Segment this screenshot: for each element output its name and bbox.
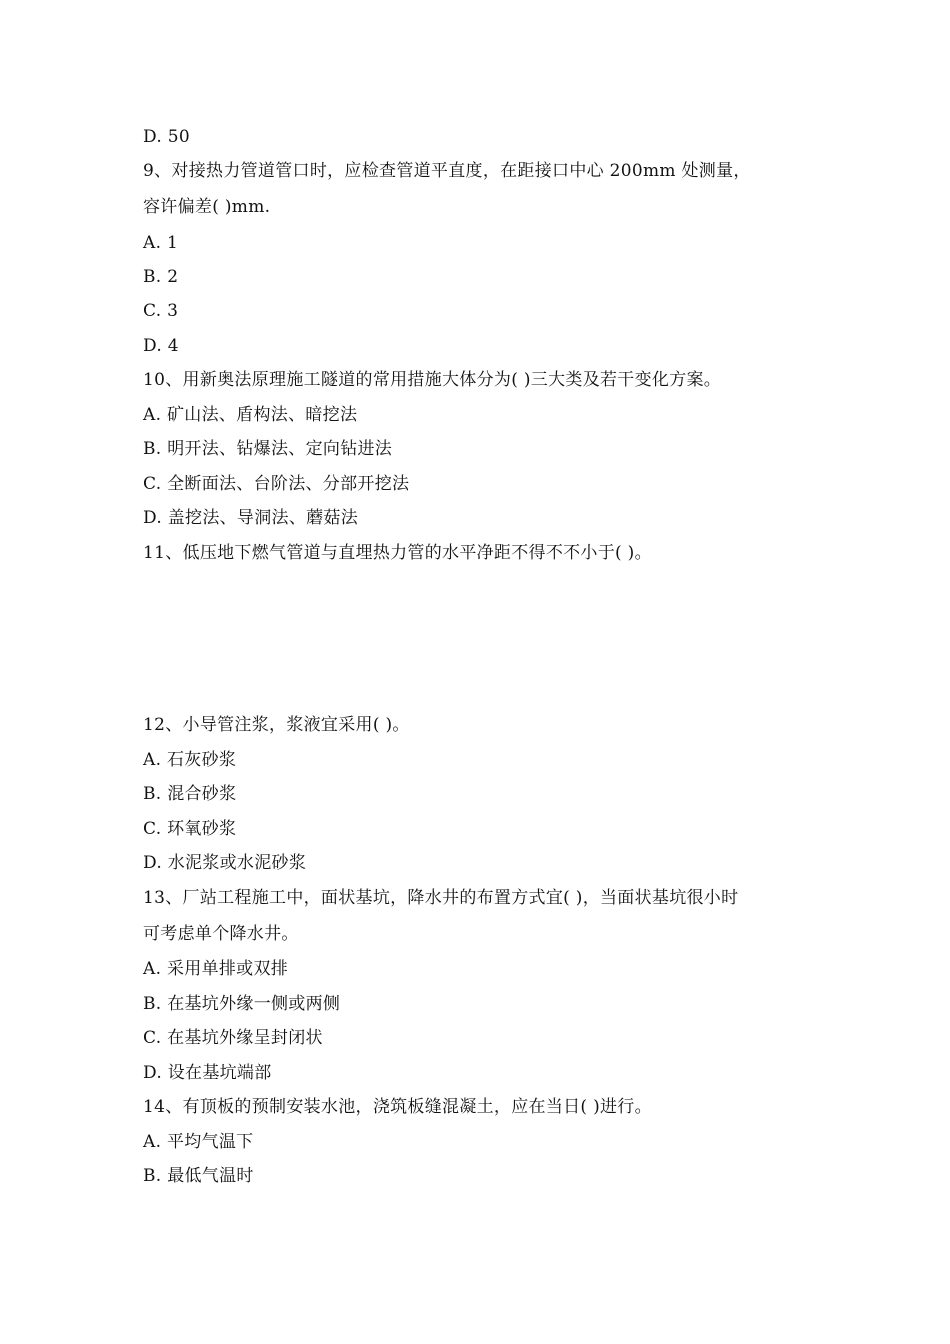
q9-option-c: C. 3 — [143, 301, 179, 321]
q13-option-a: A. 采用单排或双排 — [143, 959, 289, 979]
q10-option-a: A. 矿山法、盾构法、暗挖法 — [143, 405, 358, 425]
q9-stem-line1: 9、对接热力管道管口时，应检查管道平直度，在距接口中心 200mm 处测量， — [143, 161, 751, 181]
q12-option-c: C. 环氧砂浆 — [143, 819, 237, 839]
q14-option-b: B. 最低气温时 — [143, 1166, 254, 1186]
q9-option-d: D. 4 — [143, 336, 179, 356]
q13-stem-line1: 13、厂站工程施工中，面状基坑，降水井的布置方式宜( )，当面状基坑很小时 — [143, 888, 739, 908]
q13-option-b: B. 在基坑外缘一侧或两侧 — [143, 994, 341, 1014]
q9-option-a: A. 1 — [143, 233, 179, 253]
q10-option-c: C. 全断面法、台阶法、分部开挖法 — [143, 474, 410, 494]
q8-option-d: D. 50 — [143, 127, 190, 147]
q13-option-c: C. 在基坑外缘呈封闭状 — [143, 1028, 323, 1048]
q12-option-a: A. 石灰砂浆 — [143, 750, 237, 770]
q12-stem: 12、小导管注浆，浆液宜采用( )。 — [143, 715, 410, 735]
q12-option-b: B. 混合砂浆 — [143, 784, 237, 804]
q10-option-d: D. 盖挖法、导洞法、蘑菇法 — [143, 508, 359, 528]
q12-option-d: D. 水泥浆或水泥砂浆 — [143, 853, 307, 873]
q10-option-b: B. 明开法、钻爆法、定向钻进法 — [143, 439, 393, 459]
q13-option-d: D. 设在基坑端部 — [143, 1063, 272, 1083]
q14-stem: 14、有顶板的预制安装水池，浇筑板缝混凝土，应在当日( )进行。 — [143, 1097, 652, 1117]
q10-stem: 10、用新奥法原理施工隧道的常用措施大体分为( )三大类及若干变化方案。 — [143, 370, 722, 390]
q13-stem-line2: 可考虑单个降水井。 — [143, 924, 299, 944]
q9-stem-line2: 容许偏差( )mm. — [143, 197, 271, 217]
q11-stem: 11、低压地下燃气管道与直埋热力管的水平净距不得不不小于( )。 — [143, 543, 652, 563]
q14-option-a: A. 平均气温下 — [143, 1132, 254, 1152]
q9-option-b: B. 2 — [143, 267, 179, 287]
